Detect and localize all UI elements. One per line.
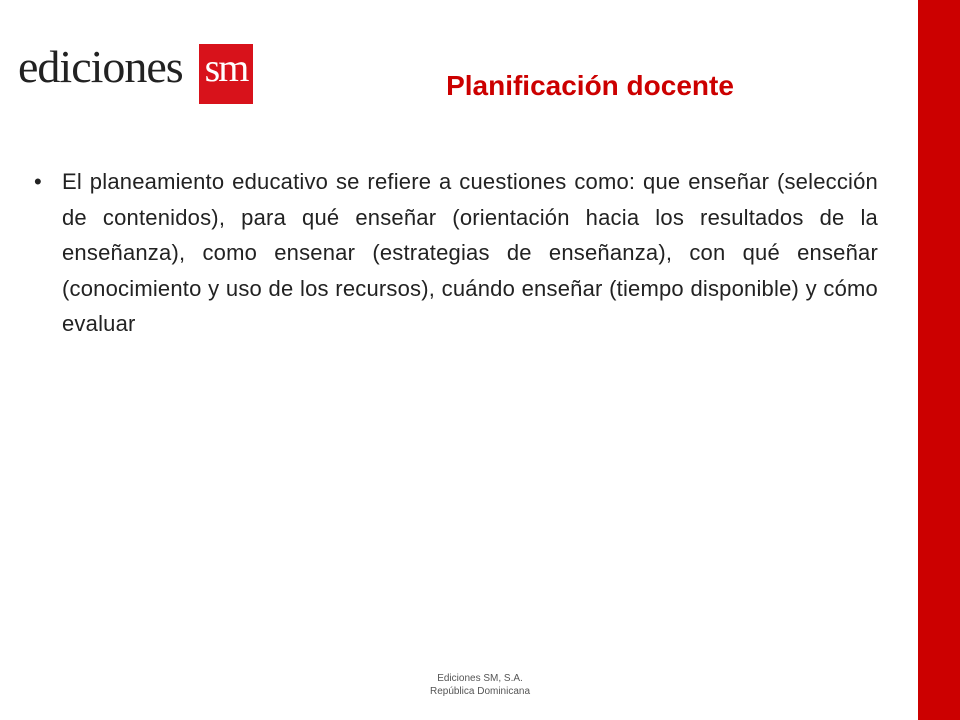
bullet-item-text: El planeamiento educativo se refiere a cuestiones como: que enseñar (selección de contenidos), para qué enseñar (orientación hacia los resultados de la enseñanza), como ensenar (estrategias de enseñanza), con qué enseñar (conocimiento y uso de los recursos), cuándo enseñar (tiempo disponible) y cómo evaluar <box>62 169 878 336</box>
logo-sm-box <box>199 44 253 104</box>
footer-country: República Dominicana <box>429 686 531 697</box>
footer-company: Ediciones SM, S.A. <box>437 673 523 684</box>
logo-wordmark: ediciones <box>18 41 183 92</box>
ediciones-sm-logo <box>18 41 258 104</box>
logo-sm-mark: sm <box>204 45 248 90</box>
slide-footer <box>380 672 580 698</box>
bullet-marker: • <box>34 169 42 194</box>
right-accent-bar <box>918 0 960 720</box>
slide-title: Planificación docente <box>446 70 734 101</box>
